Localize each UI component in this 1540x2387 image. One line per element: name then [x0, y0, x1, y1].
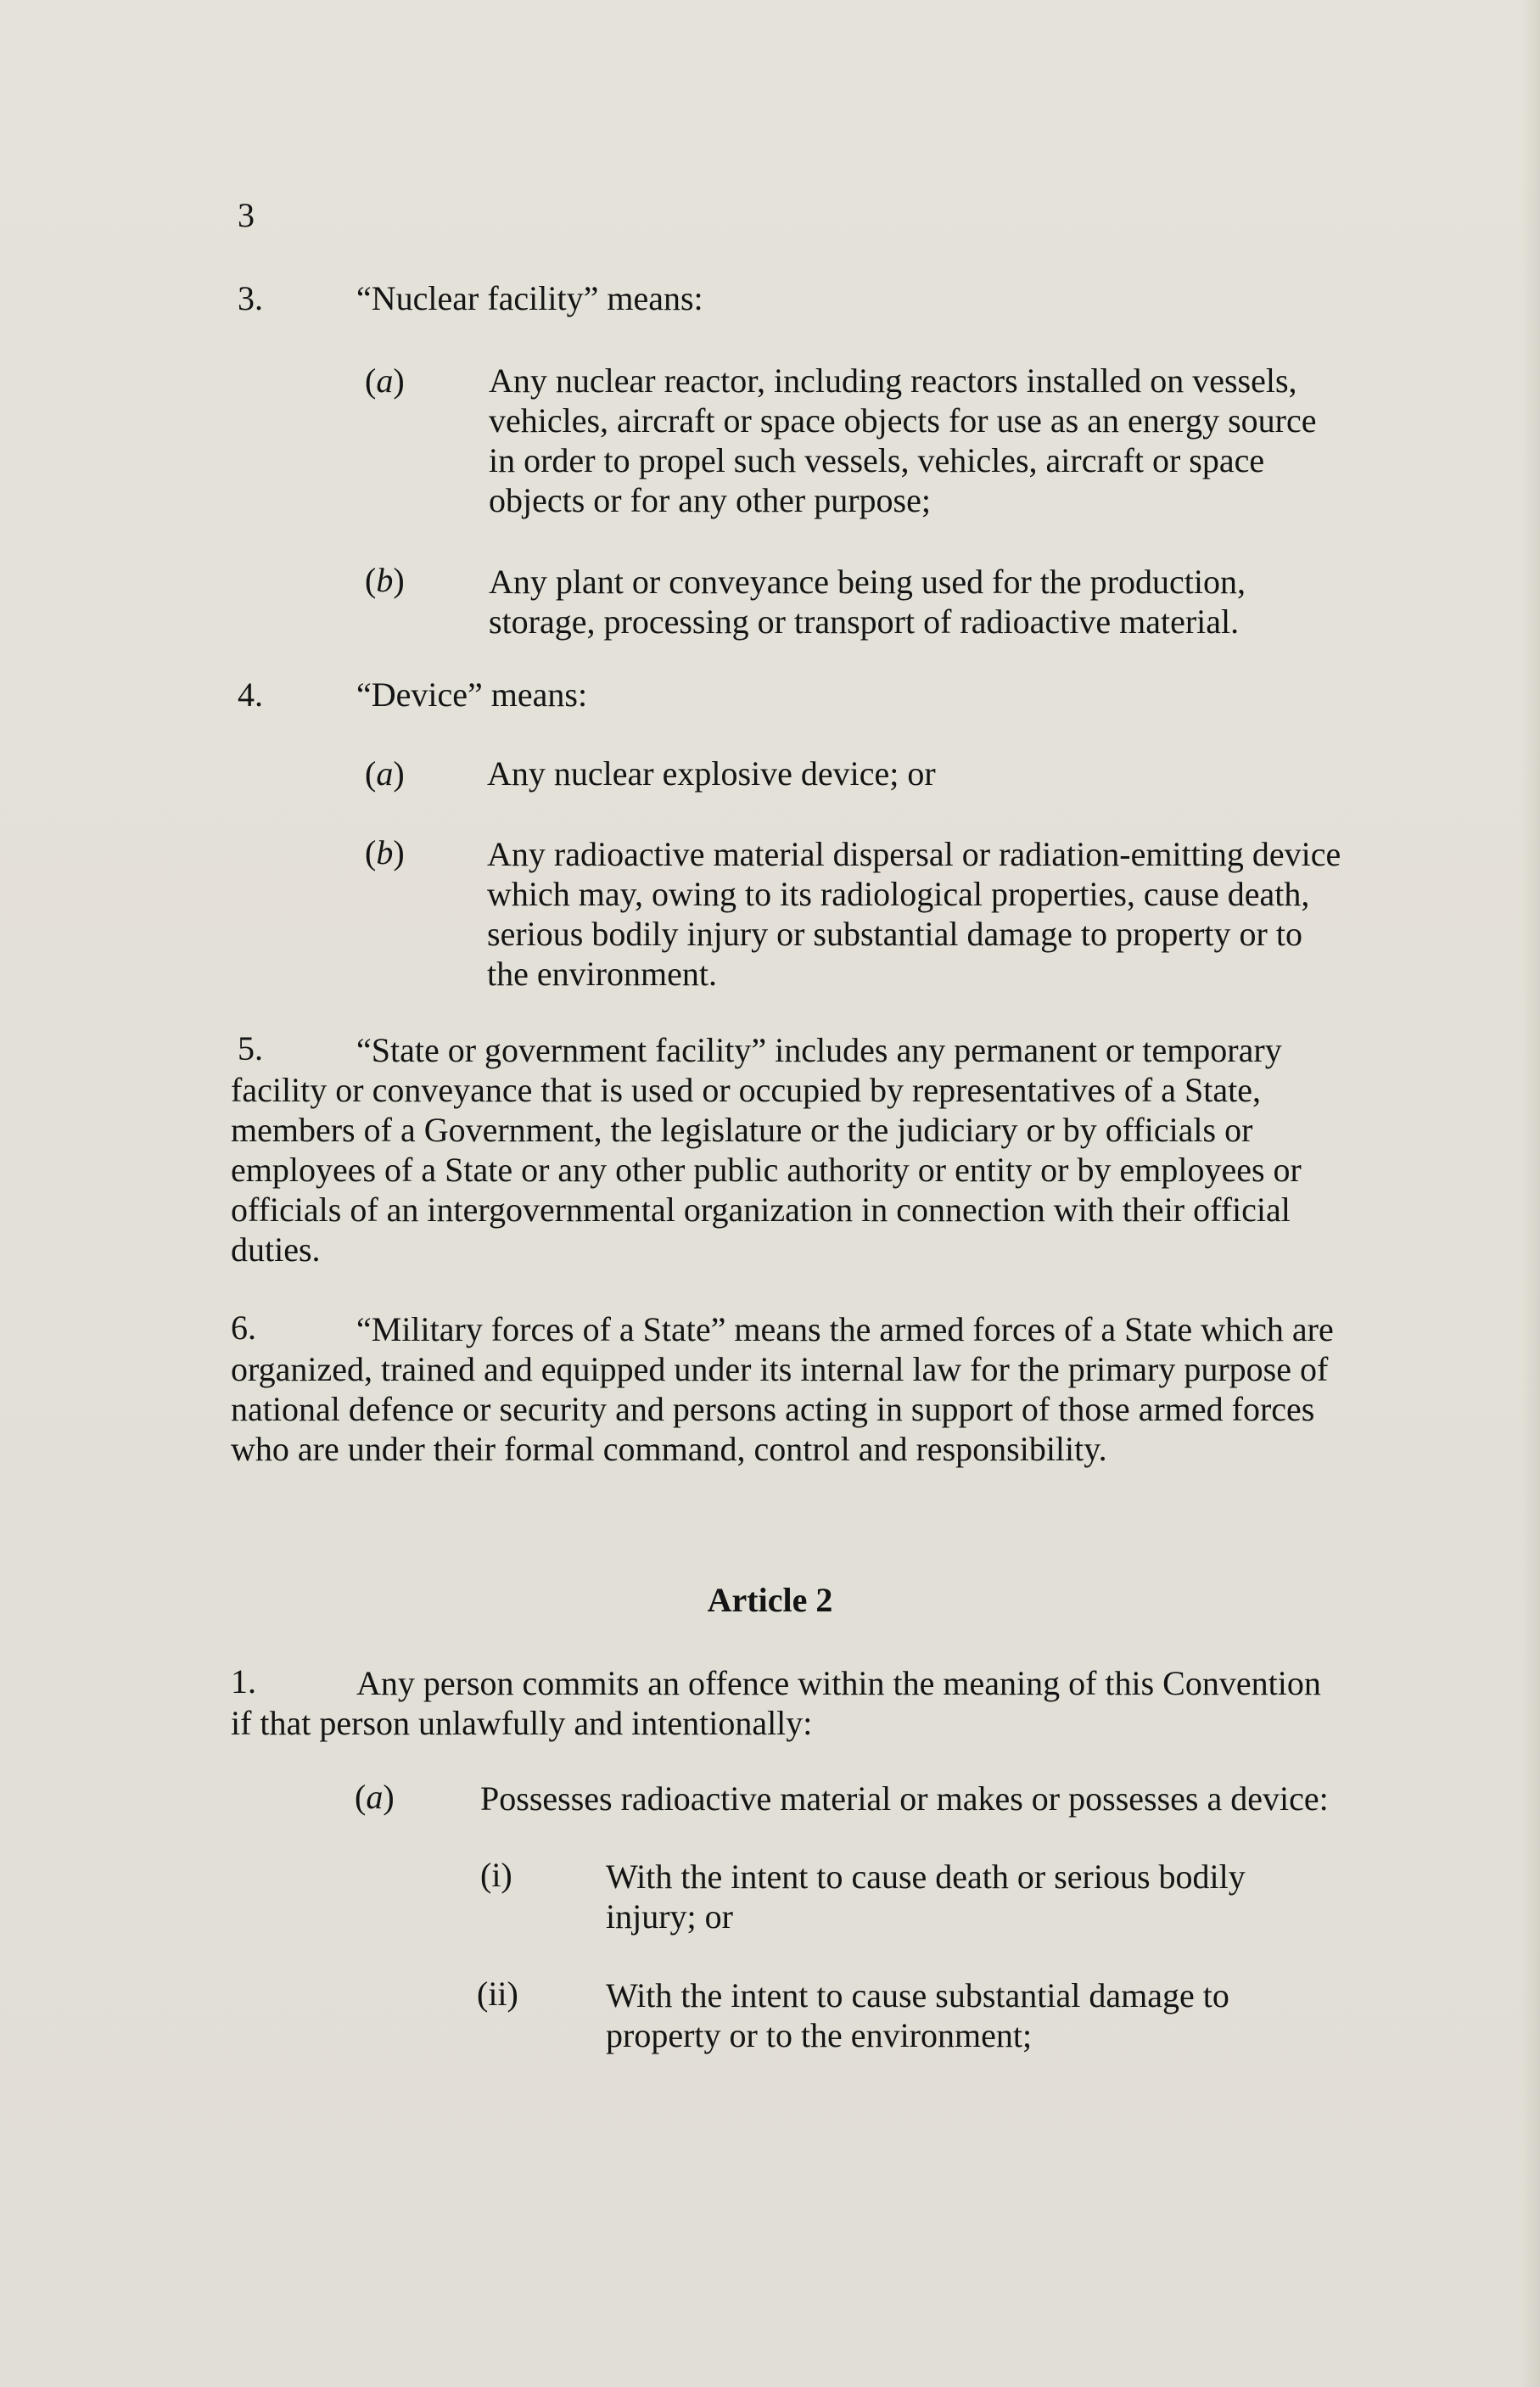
text-line: Any nuclear reactor, including reactors installed on vessels, [489, 361, 1297, 400]
article-item-a-marker: (a) [355, 1778, 395, 1816]
definition-3-number: 3. [238, 279, 263, 317]
text-line: facility or conveyance that is used or occupied by representatives of a State, [231, 1071, 1261, 1109]
definition-4-number: 4. [238, 675, 263, 714]
text-line: Any nuclear explosive device; or [487, 754, 936, 793]
definition-3-term: “Nuclear facility” means: [356, 279, 703, 317]
text-line: “Military forces of a State” means the armed forces of a State which are [356, 1310, 1334, 1348]
text-line: who are under their formal command, control and responsibility. [231, 1430, 1107, 1468]
article-heading: Article 2 [707, 1581, 833, 1619]
text-line: organized, trained and equipped under its internal law for the primary purpose of [231, 1350, 1329, 1388]
definition-4-item-a-text [487, 754, 936, 793]
text-line: duties. [231, 1230, 321, 1269]
text-line: property or to the environment; [606, 2016, 1033, 2054]
text-line: vehicles, aircraft or space objects for use as an energy source [489, 401, 1317, 440]
definition-4-item-b-text [487, 834, 1341, 994]
text-line: With the intent to cause death or serious bodily [606, 1857, 1246, 1896]
text-line: if that person unlawfully and intentionally: [231, 1704, 813, 1742]
text-line: in order to propel such vessels, vehicles, aircraft or space [489, 441, 1265, 479]
text-line: national defence or security and persons acting in support of those armed forces [231, 1390, 1315, 1428]
text-line: the environment. [487, 955, 718, 993]
article-subitem-ii-text [606, 1975, 1229, 2055]
text-line: storage, processing or transport of radioactive material. [489, 602, 1240, 641]
article-subitem-i-text [606, 1857, 1246, 1936]
article-subitem-ii-marker: (ii) [477, 1975, 518, 2013]
text-line: officials of an intergovernmental organization in connection with their official [231, 1191, 1291, 1229]
text-line: objects or for any other purpose; [489, 481, 931, 519]
definition-4-term: “Device” means: [356, 675, 588, 714]
article-subitem-i-marker: (i) [480, 1856, 512, 1894]
page-number: 3 [238, 196, 255, 234]
text-line: serious bodily injury or substantial damage to property or to [487, 915, 1302, 953]
text-line: “State or government facility” includes any permanent or temporary [356, 1031, 1282, 1069]
definition-5-text [231, 1030, 1302, 1269]
text-line: Any person commits an offence within the meaning of this Convention [356, 1664, 1321, 1702]
text-line: which may, owing to its radiological properties, cause death, [487, 875, 1310, 913]
definition-3-item-b-text [489, 562, 1246, 642]
definition-3-item-a-text [489, 361, 1317, 520]
definition-3-item-a-marker: (a) [365, 361, 405, 400]
article-paragraph-text [231, 1663, 1321, 1743]
text-line: employees of a State or any other public authority or entity or by employees or [231, 1151, 1302, 1189]
text-line: With the intent to cause substantial damage to [606, 1976, 1229, 2014]
definition-3-item-b-marker: (b) [365, 561, 405, 599]
text-line: injury; or [606, 1897, 733, 1936]
definition-6-text [231, 1309, 1334, 1469]
text-line: members of a Government, the legislature or the judiciary or by officials or [231, 1111, 1253, 1149]
text-line: Any plant or conveyance being used for the production, [489, 563, 1246, 601]
definition-4-item-a-marker: (a) [365, 754, 405, 793]
definition-4-item-b-marker: (b) [365, 833, 405, 871]
article-item-a-text: Possesses radioactive material or makes or possesses a device: [480, 1779, 1329, 1818]
definition-5-number: 5. [238, 1029, 263, 1067]
definition-6-number: 6. [231, 1308, 256, 1347]
text-line: Any radioactive material dispersal or radiation-emitting device [487, 835, 1341, 873]
article-paragraph-number: 1. [231, 1662, 256, 1701]
